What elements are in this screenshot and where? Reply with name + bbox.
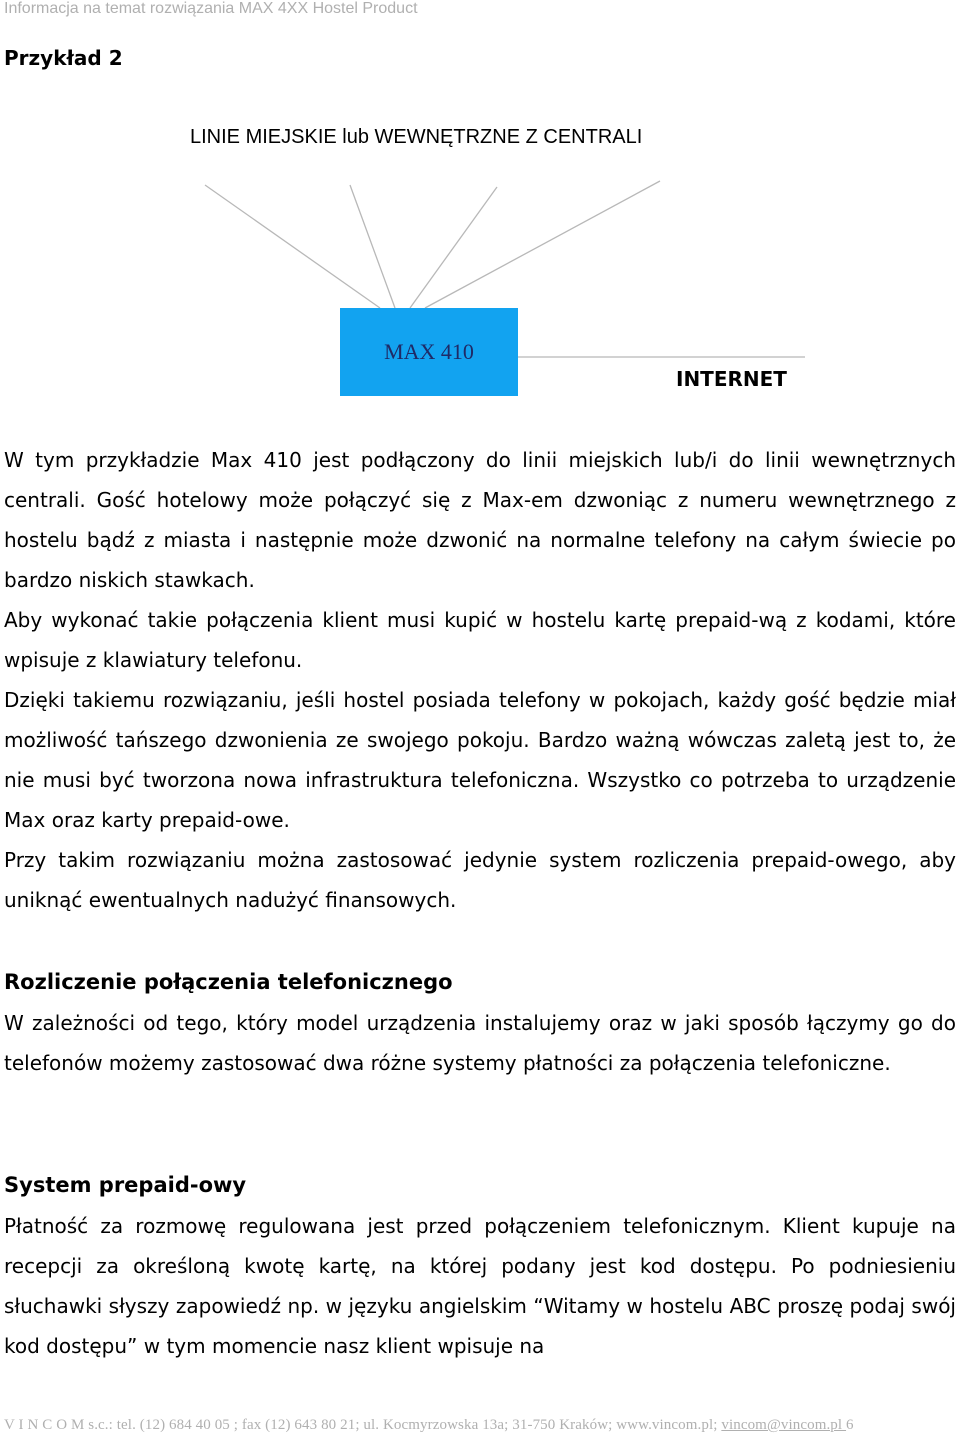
paragraph-2: Aby wykonać takie połączenia klient musi kupić w hostelu kartę prepaid-wą z kodami, które wpisuje z klawiatury telefonu.	[4, 608, 956, 672]
connector-line-4	[425, 181, 660, 308]
paragraph-4: Przy takim rozwiązaniu można zastosować jedynie system rozliczenia prepaid-owego, aby uniknąć ewentualnych nadużyć finansowych.	[4, 848, 956, 912]
section-heading-billing: Rozliczenie połączenia telefonicznego	[4, 970, 453, 994]
page-footer	[4, 1417, 956, 1434]
max-410-device-box	[340, 308, 518, 396]
section-prepaid-text: Płatność za rozmowę regulowana jest przed połączeniem telefonicznym. Klient kupuje na recepcji za określoną kwotę kartę, na której podany jest kod dostępu. Po podniesieniu słuchawki słyszy zapowiedź np. w języku angielskim “Witamy w hostelu ABC proszę podaj swój kod dostępu” w tym momencie nasz klient wpisuje na	[4, 1214, 956, 1358]
paragraph-3: Dzięki takiemu rozwiązaniu, jeśli hostel posiada telefony w pokojach, każdy gość będzie miał możliwość tańszego dzwonienia ze swojego pokoju. Bardzo ważną wówczas zaletą jest to, że nie musi być tworzona nowa infrastruktura telefoniczna. Wszystko co potrzeba to urządzenie Max oraz karty prepaid-owe.	[4, 688, 956, 832]
example-heading: Przykład 2	[4, 46, 123, 70]
section-billing-text: W zależności od tego, który model urządzenia instalujemy oraz w jaki sposób łączymy go do telefonów możemy zastosować dwa różne systemy płatności za połączenia telefoniczne.	[4, 1011, 956, 1075]
document-header: Informacja na temat rozwiązania MAX 4XX Hostel Product	[4, 0, 418, 17]
internet-label: INTERNET	[676, 367, 787, 391]
connector-line-3	[410, 187, 497, 308]
connector-line-2	[350, 185, 395, 308]
connector-line-1	[205, 185, 380, 308]
paragraph-1: W tym przykładzie Max 410 jest podłączony do linii miejskich lub/i do linii wewnętrznych centrali. Gość hotelowy może połączyć się z Max-em dzwoniąc z numeru wewnętrznego z hostelu bądź z miasta i następnie może dzwonić na normalne telefony na całym świecie po bardzo niskich stawkach.	[4, 448, 956, 592]
footer-email-link[interactable]: vincom@vincom.pl	[721, 1417, 847, 1433]
max-410-label: MAX 410	[384, 339, 474, 364]
footer-company-info: V I N C O M s.c.: tel. (12) 684 40 05 ; fax (12) 643 80 21; ul. Kocmyrzowska 13a; 31-750 Kraków; www.vincom.pl;	[4, 1417, 722, 1433]
page-number: 6	[846, 1417, 854, 1433]
diagram-title: LINIE MIEJSKIE lub WEWNĘTRZNE Z CENTRALI	[190, 126, 643, 148]
section-heading-prepaid: System prepaid-owy	[4, 1173, 247, 1197]
